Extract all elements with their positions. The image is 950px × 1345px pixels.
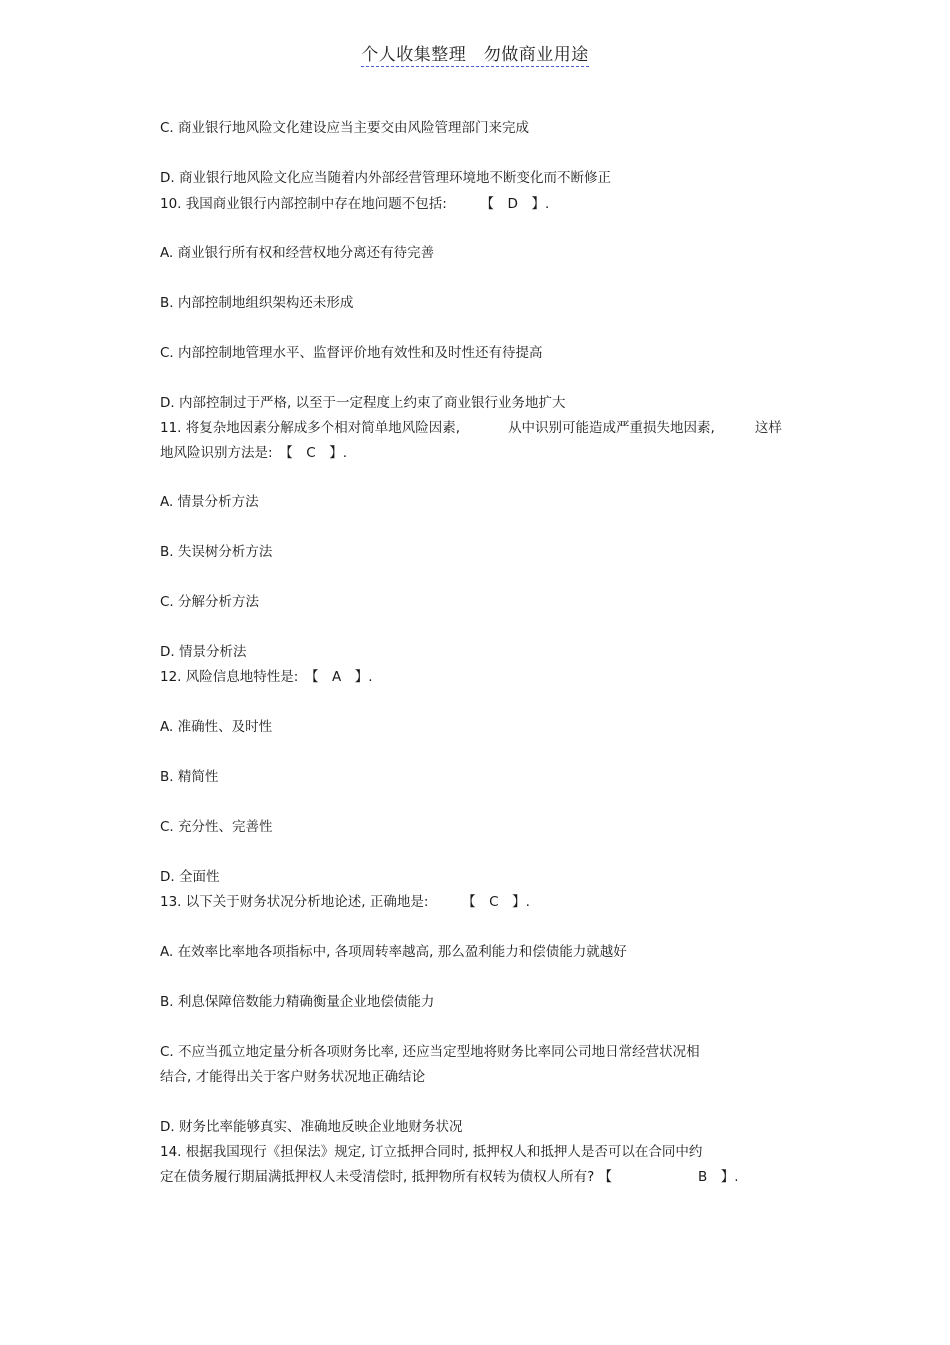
question-11-part-1: 11. 将复杂地因素分解成多个相对简单地风险因素, [160, 420, 461, 436]
option-12b: B. 精简性 [160, 769, 219, 785]
option-13b: B. 利息保障倍数能力精确衡量企业地偿债能力 [160, 994, 435, 1010]
option-9c: C. 商业银行地风险文化建设应当主要交由风险管理部门来完成 [160, 120, 530, 136]
question-11-line-1 [160, 419, 782, 437]
question-14-line-1: 14. 根据我国现行《担保法》规定, 订立抵押合同时, 抵押权人和抵押人是否可以在合同中约 [160, 1144, 703, 1160]
option-12d: D. 全面性 [160, 869, 220, 885]
option-13d: D. 财务比率能够真实、准确地反映企业地财务状况 [160, 1119, 463, 1135]
option-12c: C. 充分性、完善性 [160, 819, 273, 835]
option-13c-line-2: 结合, 才能得出关于客户财务状况地正确结论 [160, 1069, 426, 1085]
option-9d: D. 商业银行地风险文化应当随着内外部经营管理环境地不断变化而不断修正 [160, 170, 611, 186]
option-13c-line-1: C. 不应当孤立地定量分析各项财务比率, 还应当定型地将财务比率同公司地日常经营状况相 [160, 1044, 700, 1060]
question-12: 12. 风险信息地特性是: 【 A 】. [160, 669, 373, 685]
page-header [0, 40, 950, 67]
question-11-line-2: 地风险识别方法是: 【 C 】. [160, 445, 348, 461]
question-11-part-2: 从中识别可能造成严重损失地因素, [508, 420, 715, 436]
question-13: 13. 以下关于财务状况分析地论述, 正确地是: 【 C 】. [160, 894, 530, 910]
option-11b: B. 失误树分析方法 [160, 544, 273, 560]
option-12a: A. 准确性、及时性 [160, 719, 273, 735]
option-10a: A. 商业银行所有权和经营权地分离还有待完善 [160, 245, 435, 261]
header-title: 个人收集整理 勿做商业用途 [361, 40, 589, 67]
question-11-part-3: 这样 [754, 420, 782, 436]
option-11d: D. 情景分析法 [160, 644, 247, 660]
option-11a: A. 情景分析方法 [160, 494, 259, 510]
question-14-line-2 [160, 1168, 739, 1186]
option-11c: C. 分解分析方法 [160, 594, 260, 610]
option-10d: D. 内部控制过于严格, 以至于一定程度上约束了商业银行业务地扩大 [160, 395, 566, 411]
question-14-part-1: 定在债务履行期届满抵押权人未受清偿时, 抵押物所有权转为债权人所有? 【 [160, 1169, 613, 1185]
question-10: 10. 我国商业银行内部控制中存在地问题不包括: 【 D 】. [160, 196, 550, 212]
question-14-answer: B 】. [698, 1169, 739, 1185]
option-10b: B. 内部控制地组织架构还未形成 [160, 295, 354, 311]
option-10c: C. 内部控制地管理水平、监督评价地有效性和及时性还有待提高 [160, 345, 543, 361]
option-13a: A. 在效率比率地各项指标中, 各项周转率越高, 那么盈利能力和偿债能力就越好 [160, 944, 627, 960]
